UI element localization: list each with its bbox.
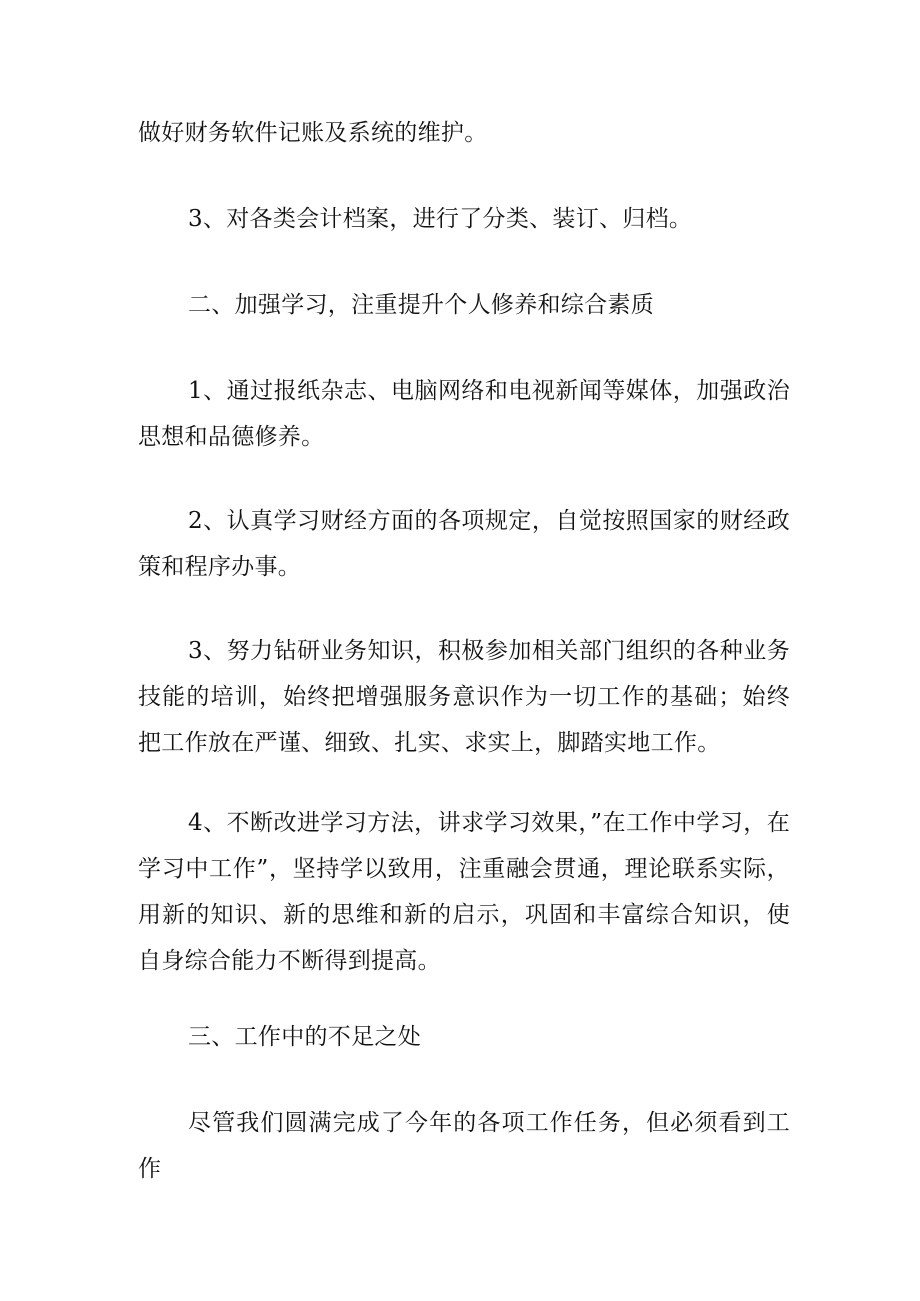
paragraph-continuation: 做好财务软件记账及系统的维护。 [138,120,488,146]
section-heading-2: 二、加强学习，注重提升个人修养和综合素质 [188,292,654,318]
paragraph-item-2: 2、认真学习财经方面的各项规定，自觉按照国家的财经政策和程序办事。 [138,508,790,580]
paragraph-item-4: 4、不断改进学习方法，讲求学习效果，”在工作中学习，在学习中工作”，坚持学以致用，注重融会贯通，理论联系实际，用新的知识、新的思维和新的启示，巩固和丰富综合知识，使自身综合能力不断得到提高。 [138,810,790,974]
paragraph-item-3: 3、努力钻研业务知识，积极参加相关部门组织的各种业务技能的培训，始终把增强服务意识作为一切工作的基础；始终把工作放在严谨、细致、扎实、求实上，脚踏实地工作。 [138,638,790,756]
paragraph-item-1: 1、通过报纸杂志、电脑网络和电视新闻等媒体，加强政治思想和品德修养。 [138,378,790,450]
paragraph-item-3-archives: 3、对各类会计档案，进行了分类、装订、归档。 [188,206,693,232]
paragraph-shortcomings-intro: 尽管我们圆满完成了今年的各项工作任务，但必须看到工作 [138,1110,790,1182]
section-heading-3: 三、工作中的不足之处 [188,1024,421,1050]
